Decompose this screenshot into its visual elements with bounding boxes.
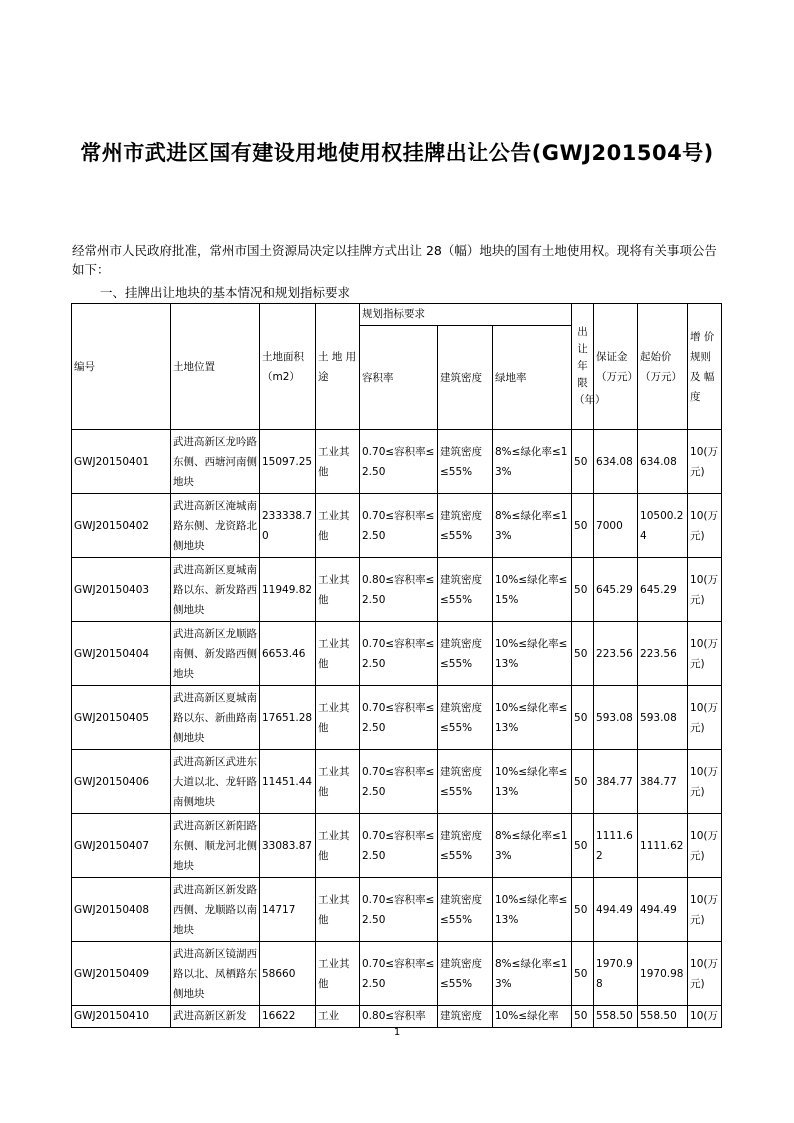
page-number: 1: [393, 1027, 401, 1038]
cell-area: 15097.25: [260, 430, 316, 494]
cell-deposit: 223.56: [594, 622, 638, 686]
cell-area: 14717: [260, 878, 316, 942]
cell-far: 0.70≤容积率≤2.50: [360, 622, 438, 686]
table-row: [72, 750, 722, 814]
table-row: [72, 622, 722, 686]
cell-green: 10%≤绿化率≤13%: [493, 750, 572, 814]
header-planning: 规划指标要求: [360, 304, 572, 326]
cell-deposit: 494.49: [594, 878, 638, 942]
cell-far: 0.80≤容积率: [360, 1006, 438, 1028]
cell-green: 10%≤绿化率≤15%: [493, 558, 572, 622]
cell-location: 武进高新区夏城南路以东、新曲路南侧地块: [171, 686, 260, 750]
cell-increment: 10(万元): [688, 814, 722, 878]
header-area: 土地面积（m2）: [260, 304, 316, 430]
cell-location: 武进高新区武进东大道以北、龙轩路南侧地块: [171, 750, 260, 814]
header-far: 容积率: [360, 326, 438, 430]
cell-code: GWJ20150408: [72, 878, 171, 942]
cell-density: 建筑密度≤55%: [438, 814, 493, 878]
cell-green: 8%≤绿化率≤13%: [493, 494, 572, 558]
cell-increment: 10(万元): [688, 686, 722, 750]
cell-far: 0.70≤容积率≤2.50: [360, 814, 438, 878]
table-row: [72, 942, 722, 1006]
cell-density: 建筑密度≤55%: [438, 686, 493, 750]
cell-location: 武进高新区夏城南路以东、新发路西侧地块: [171, 558, 260, 622]
cell-area: 16622: [260, 1006, 316, 1028]
cell-area: 58660: [260, 942, 316, 1006]
cell-code: GWJ20150406: [72, 750, 171, 814]
cell-deposit: 558.50: [594, 1006, 638, 1028]
cell-increment: 10(万元): [688, 494, 722, 558]
cell-deposit: 634.08: [594, 430, 638, 494]
table-row: [72, 878, 722, 942]
cell-location: 武进高新区龙吟路东侧、西塘河南侧地块: [171, 430, 260, 494]
cell-far: 0.70≤容积率≤2.50: [360, 494, 438, 558]
cell-term: 50: [572, 686, 594, 750]
cell-start-price: 223.56: [638, 622, 688, 686]
cell-area: 11949.82: [260, 558, 316, 622]
cell-code: GWJ20150410: [72, 1006, 171, 1028]
cell-start-price: 645.29: [638, 558, 688, 622]
header-increment: 增 价规则及 幅度: [688, 304, 722, 430]
table-row: [72, 494, 722, 558]
header-density: 建筑密度: [438, 326, 493, 430]
cell-start-price: 494.49: [638, 878, 688, 942]
cell-deposit: 1970.98: [594, 942, 638, 1006]
cell-term: 50: [572, 878, 594, 942]
cell-area: 233338.70: [260, 494, 316, 558]
cell-use: 工业其他: [316, 558, 360, 622]
cell-deposit: 7000: [594, 494, 638, 558]
cell-green: 10%≤绿化率≤13%: [493, 686, 572, 750]
cell-deposit: 1111.62: [594, 814, 638, 878]
cell-start-price: 558.50: [638, 1006, 688, 1028]
cell-term: 50: [572, 430, 594, 494]
cell-term: 50: [572, 558, 594, 622]
section-heading: 一、挂牌出让地块的基本情况和规划指标要求: [100, 285, 351, 300]
header-green: 绿地率: [493, 326, 572, 430]
table-row: [72, 1006, 722, 1028]
cell-deposit: 593.08: [594, 686, 638, 750]
cell-location: 武进高新区淹城南路东侧、龙资路北侧地块: [171, 494, 260, 558]
cell-green: 8%≤绿化率≤13%: [493, 814, 572, 878]
cell-code: GWJ20150402: [72, 494, 171, 558]
cell-increment: 10(万元): [688, 942, 722, 1006]
cell-increment: 10(万元): [688, 750, 722, 814]
cell-location: 武进高新区新发路西侧、龙顺路以南地块: [171, 878, 260, 942]
cell-code: GWJ20150401: [72, 430, 171, 494]
cell-code: GWJ20150407: [72, 814, 171, 878]
header-location: 土地位置: [171, 304, 260, 430]
cell-increment: 10(万元): [688, 878, 722, 942]
cell-increment: 10(万元): [688, 430, 722, 494]
header-use: 土 地 用途: [316, 304, 360, 430]
cell-code: GWJ20150409: [72, 942, 171, 1006]
cell-location: 武进高新区新阳路东侧、顺龙河北侧地块: [171, 814, 260, 878]
cell-term: 50: [572, 814, 594, 878]
cell-increment: 10(万元): [688, 558, 722, 622]
cell-density: 建筑密度≤55%: [438, 878, 493, 942]
cell-use: 工业其他: [316, 494, 360, 558]
header-term: 出让年限（年）: [572, 304, 594, 430]
header-deposit: 保证金（万元）: [594, 304, 638, 430]
cell-green: 10%≤绿化率: [493, 1006, 572, 1028]
table-row: [72, 558, 722, 622]
cell-location: 武进高新区龙顺路南侧、新发路西侧地块: [171, 622, 260, 686]
cell-far: 0.70≤容积率≤2.50: [360, 878, 438, 942]
cell-green: 8%≤绿化率≤13%: [493, 942, 572, 1006]
cell-deposit: 645.29: [594, 558, 638, 622]
cell-density: 建筑密度≤55%: [438, 558, 493, 622]
cell-code: GWJ20150403: [72, 558, 171, 622]
cell-use: 工业其他: [316, 750, 360, 814]
cell-start-price: 593.08: [638, 686, 688, 750]
header-code: 编号: [72, 304, 171, 430]
cell-start-price: 1970.98: [638, 942, 688, 1006]
cell-use: 工业其他: [316, 686, 360, 750]
cell-location: 武进高新区新发: [171, 1006, 260, 1028]
cell-increment: 10(万: [688, 1006, 722, 1028]
cell-green: 10%≤绿化率≤13%: [493, 622, 572, 686]
cell-deposit: 384.77: [594, 750, 638, 814]
cell-area: 33083.87: [260, 814, 316, 878]
cell-use: 工业其他: [316, 430, 360, 494]
land-parcel-table: [71, 303, 722, 1028]
table-row: [72, 686, 722, 750]
cell-area: 17651.28: [260, 686, 316, 750]
page-title: 常州市武进区国有建设用地使用权挂牌出让公告(GWJ201504号): [80, 141, 714, 165]
cell-location: 武进高新区镜湖西路以北、凤栖路东侧地块: [171, 942, 260, 1006]
table-row: [72, 430, 722, 494]
cell-term: 50: [572, 1006, 594, 1028]
intro-paragraph: 经常州市人民政府批准，常州市国土资源局决定以挂牌方式出让 28（幅）地块的国有土地使用权。现将有关事项公告如下：: [72, 243, 717, 277]
cell-area: 6653.46: [260, 622, 316, 686]
cell-density: 建筑密度: [438, 1006, 493, 1028]
cell-term: 50: [572, 942, 594, 1006]
cell-use: 工业其他: [316, 622, 360, 686]
cell-far: 0.70≤容积率≤2.50: [360, 430, 438, 494]
cell-area: 11451.44: [260, 750, 316, 814]
cell-increment: 10(万元): [688, 622, 722, 686]
cell-use: 工业: [316, 1006, 360, 1028]
header-start-price: 起始价（万元）: [638, 304, 688, 430]
cell-use: 工业其他: [316, 942, 360, 1006]
table-row: [72, 814, 722, 878]
cell-start-price: 384.77: [638, 750, 688, 814]
cell-start-price: 634.08: [638, 430, 688, 494]
cell-far: 0.70≤容积率≤2.50: [360, 942, 438, 1006]
cell-term: 50: [572, 494, 594, 558]
cell-term: 50: [572, 622, 594, 686]
cell-density: 建筑密度≤55%: [438, 622, 493, 686]
cell-start-price: 1111.62: [638, 814, 688, 878]
cell-green: 8%≤绿化率≤13%: [493, 430, 572, 494]
cell-use: 工业其他: [316, 878, 360, 942]
cell-start-price: 10500.24: [638, 494, 688, 558]
cell-density: 建筑密度≤55%: [438, 494, 493, 558]
cell-term: 50: [572, 750, 594, 814]
cell-far: 0.70≤容积率≤2.50: [360, 750, 438, 814]
cell-density: 建筑密度≤55%: [438, 750, 493, 814]
cell-far: 0.70≤容积率≤2.50: [360, 686, 438, 750]
cell-far: 0.80≤容积率≤2.50: [360, 558, 438, 622]
cell-density: 建筑密度≤55%: [438, 430, 493, 494]
cell-density: 建筑密度≤55%: [438, 942, 493, 1006]
cell-green: 10%≤绿化率≤13%: [493, 878, 572, 942]
cell-code: GWJ20150404: [72, 622, 171, 686]
cell-use: 工业其他: [316, 814, 360, 878]
cell-code: GWJ20150405: [72, 686, 171, 750]
